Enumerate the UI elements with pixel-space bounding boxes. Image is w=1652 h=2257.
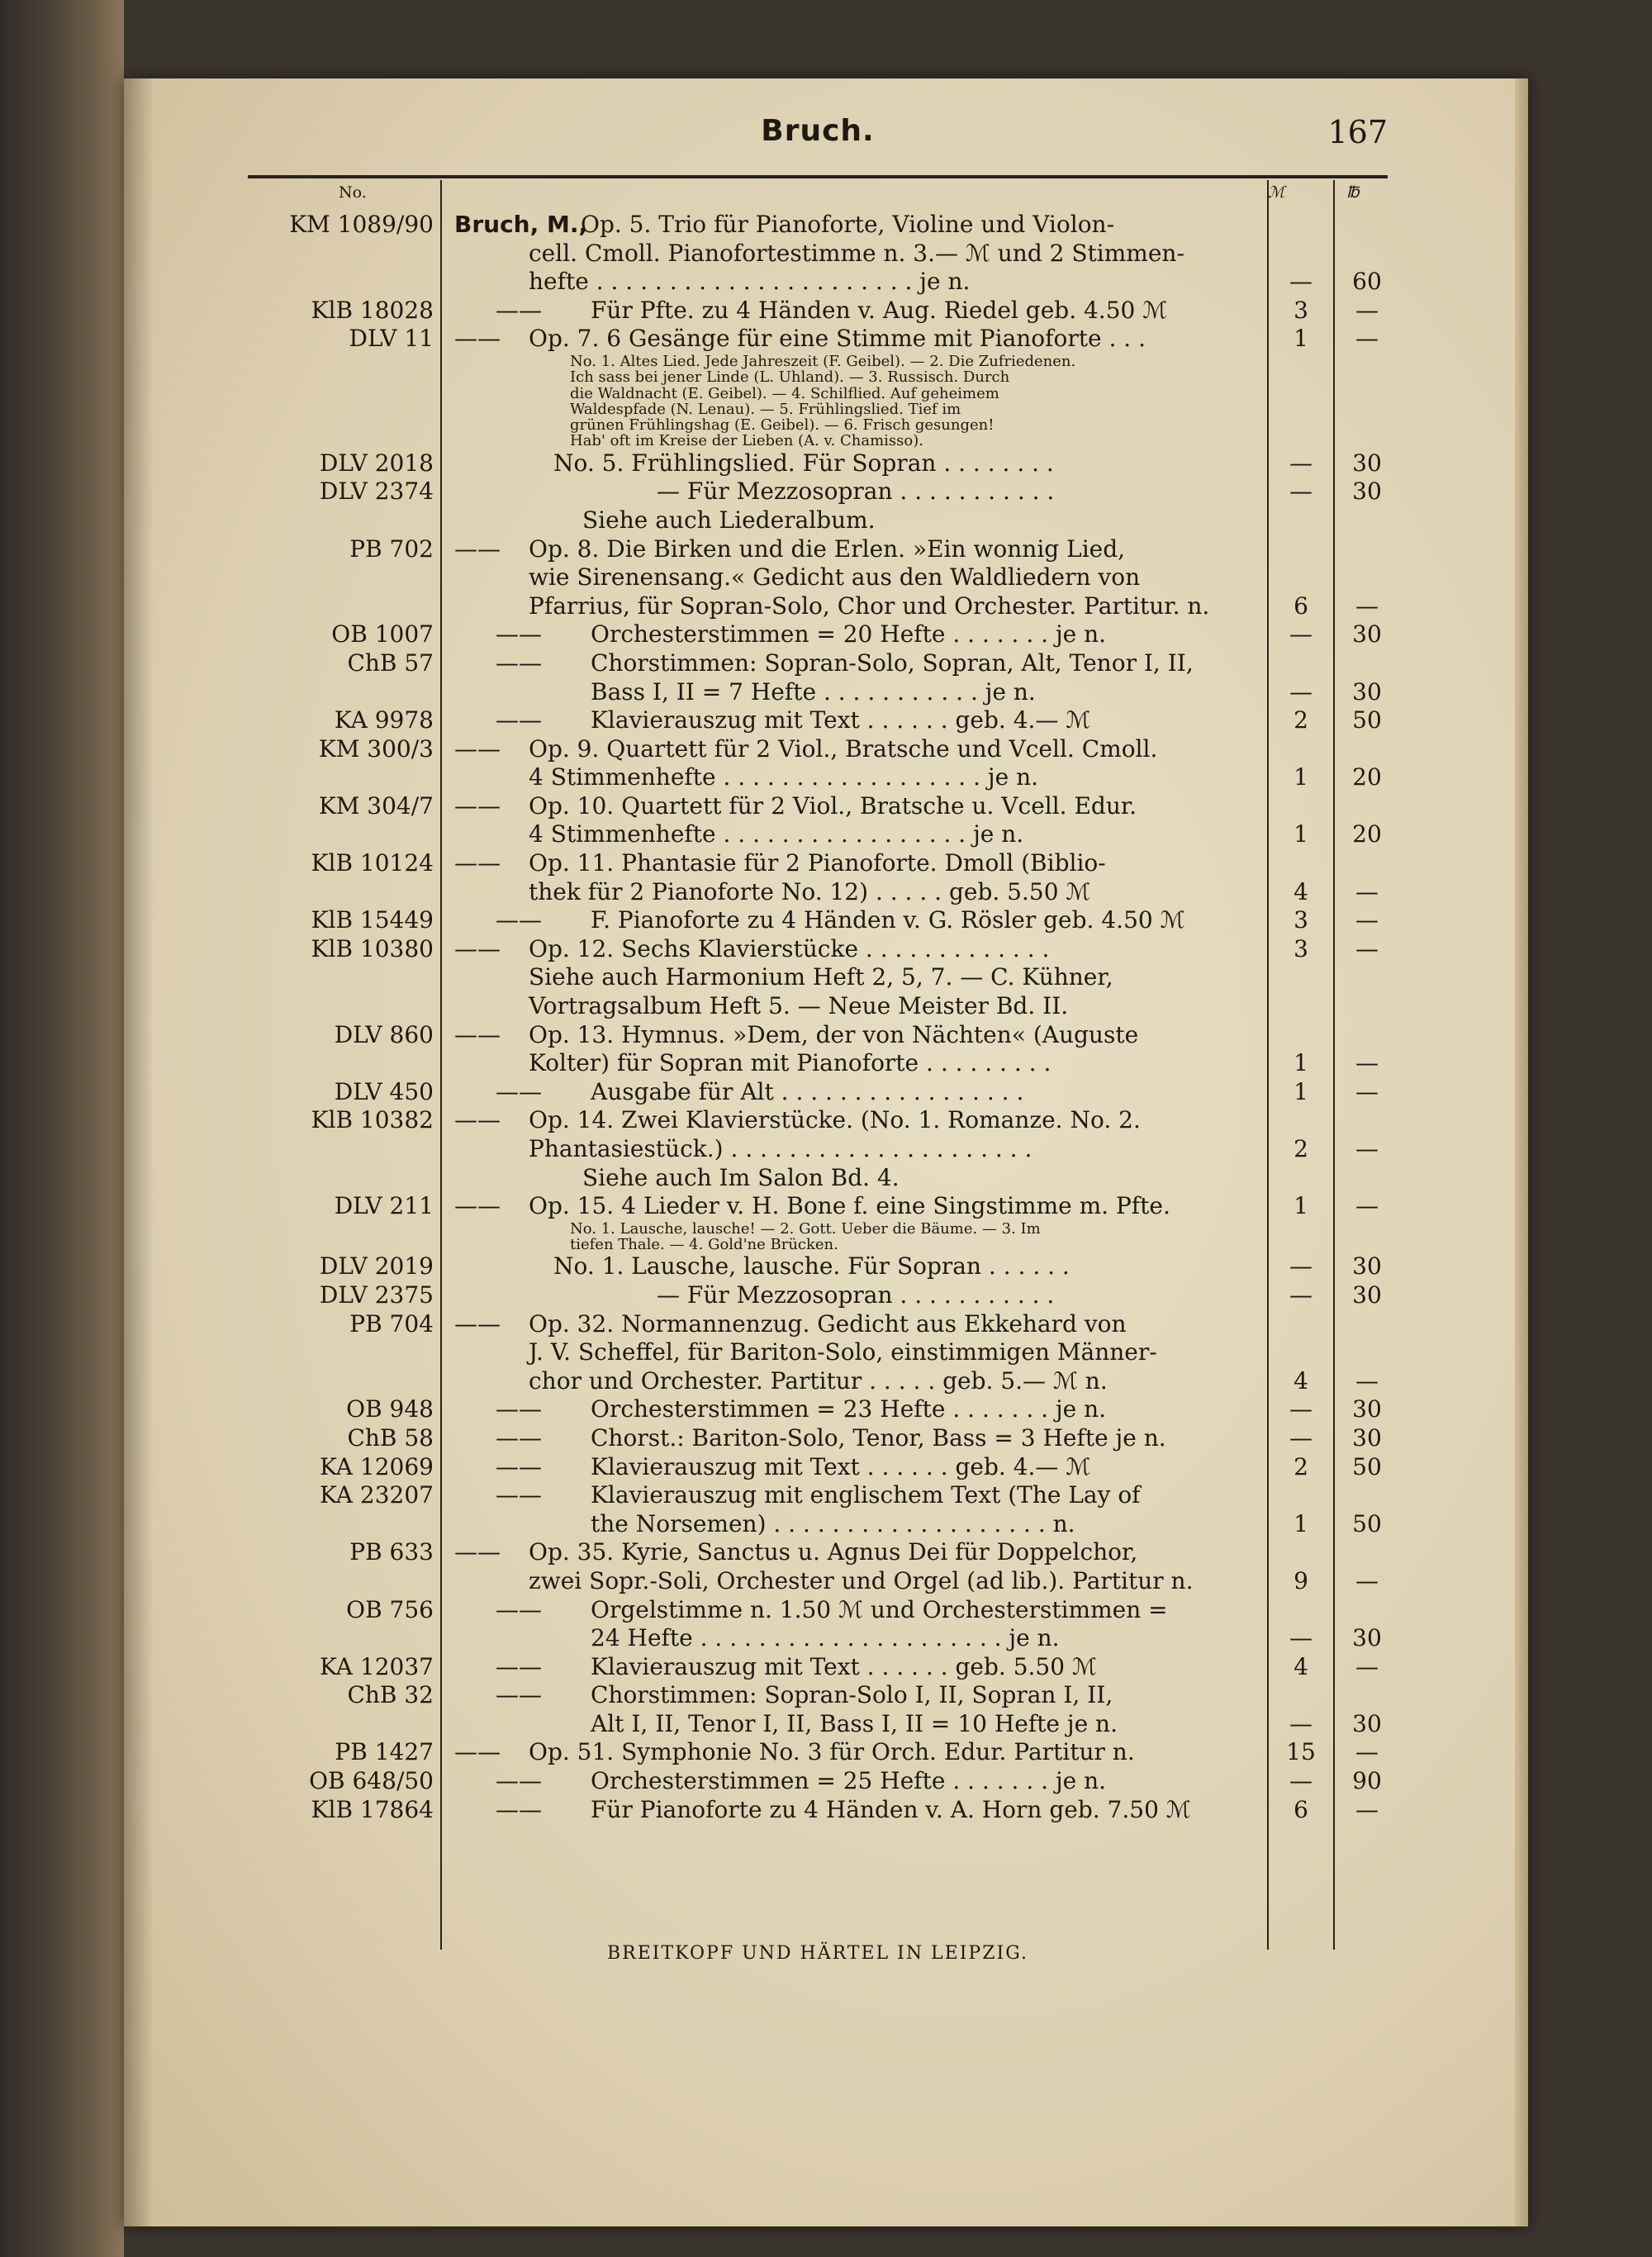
entry-text: Klavierauszug mit englischem Text (The Lay of: [591, 1481, 1141, 1509]
contents-note: Waldespfade (N. Lenau). — 5. Frühlingslied. Tief im: [570, 400, 961, 418]
catalog-row: [248, 1510, 1388, 1539]
contents-note: grünen Frühlingshag (E. Geibel). — 6. Frisch gesungen!: [570, 416, 995, 435]
ditto-dash: ——: [454, 734, 501, 763]
catalog-row: [248, 1164, 1388, 1193]
catalog-number: DLV 11: [349, 325, 434, 353]
composer-name: Bruch, M.,: [454, 211, 588, 238]
price-pfennig: 30: [1352, 478, 1382, 506]
price-mark: —: [1289, 1709, 1313, 1737]
entry-text: Phantasiestück.) . . . . . . . . . . . . . . . . . . . . .: [529, 1135, 1032, 1162]
catalog-row: [248, 906, 1388, 935]
price-pfennig: 30: [1352, 620, 1382, 649]
price-mark: —: [1289, 1252, 1313, 1281]
catalog-row: [248, 563, 1388, 592]
entry-text: chor und Orchester. Partitur . . . . . geb. 5.— ℳ n.: [529, 1366, 1108, 1395]
entry-text: — Für Mezzosopran . . . . . . . . . . .: [657, 1281, 1055, 1309]
entry-text: Op. 13. Hymnus. »Dem, der von Nächten« (Auguste: [529, 1020, 1139, 1048]
catalog-row: [248, 478, 1388, 506]
entry-text: Op. 8. Die Birken und die Erlen. »Ein wonnig Lied,: [529, 535, 1126, 563]
ditto-dash: ——: [496, 906, 542, 934]
catalog-number: PB 633: [349, 1538, 434, 1566]
price-mark: 1: [1294, 325, 1308, 353]
price-mark: —: [1289, 1624, 1313, 1652]
price-pfennig: —: [1355, 934, 1379, 962]
page-number: 167: [1327, 114, 1388, 150]
price-pfennig: 30: [1352, 1624, 1382, 1652]
catalog-row: [248, 354, 1388, 369]
column-header-no: No.: [339, 183, 367, 202]
entry-text: Orchesterstimmen = 25 Hefte . . . . . . . je n.: [591, 1767, 1107, 1795]
entry-text: Op. 51. Symphonie No. 3 für Orch. Edur. Partitur n.: [529, 1738, 1135, 1766]
header-rule: [248, 175, 1388, 178]
ditto-dash: ——: [496, 706, 542, 734]
catalog-row: [248, 1538, 1388, 1567]
catalog-row: [248, 433, 1388, 449]
gutter-shadow: [124, 78, 154, 2226]
contents-note: Hab' oft im Kreise der Lieben (A. v. Chamisso).: [570, 432, 923, 450]
ditto-dash: ——: [454, 1738, 501, 1766]
price-pfennig: 50: [1352, 706, 1382, 734]
catalog-row: [248, 417, 1388, 433]
entry-text: wie Sirenensang.« Gedicht aus den Waldliedern von: [529, 563, 1141, 592]
catalog-number: KlB 18028: [311, 296, 434, 324]
ditto-dash: ——: [496, 1652, 542, 1680]
price-pfennig: 30: [1352, 1395, 1382, 1423]
catalog-row: [248, 592, 1388, 621]
catalog-number: KM 1089/90: [289, 211, 434, 238]
entry-text: Orgelstimme n. 1.50 ℳ und Orchesterstimmen =: [591, 1595, 1168, 1623]
entry-text: Op. 11. Phantasie für 2 Pianoforte. Dmoll (Biblio-: [529, 849, 1106, 877]
entry-text: zwei Sopr.-Soli, Orchester und Orgel (ad lib.). Partitur n.: [529, 1566, 1194, 1594]
entry-text: Bass I, II = 7 Hefte . . . . . . . . . . . je n.: [591, 677, 1036, 706]
price-pfennig: 30: [1352, 449, 1382, 477]
catalog-row: [248, 1710, 1388, 1739]
catalog-number: KlB 10382: [311, 1106, 434, 1134]
entry-text: Ausgabe für Alt . . . . . . . . . . . . . . . . .: [591, 1077, 1024, 1105]
catalog-number: ChB 58: [347, 1423, 434, 1452]
catalog-row: [248, 706, 1388, 735]
entry-text: Siehe auch Harmonium Heft 2, 5, 7. — C. Kühner,: [529, 963, 1113, 991]
entry-text: Op. 5. Trio für Pianoforte, Violine und Violon-: [581, 211, 1115, 238]
catalog-row: [248, 1021, 1388, 1050]
ditto-dash: ——: [496, 1077, 542, 1105]
price-pfennig: 30: [1352, 1709, 1382, 1737]
price-pfennig: —: [1355, 1795, 1379, 1823]
catalog-row: [248, 1395, 1388, 1424]
entry-text: Op. 15. 4 Lieder v. H. Bone f. eine Singstimme m. Pfte.: [529, 1192, 1170, 1220]
catalog-number: DLV 2018: [319, 449, 434, 477]
page-edge: [1515, 78, 1528, 2226]
catalog-number: KA 12069: [320, 1452, 434, 1480]
price-pfennig: —: [1355, 1049, 1379, 1077]
price-pfennig: —: [1355, 1566, 1379, 1594]
price-pfennig: 30: [1352, 677, 1382, 706]
catalog-row: [248, 992, 1388, 1021]
price-mark: 3: [1294, 906, 1308, 934]
entry-text: Alt I, II, Tenor I, II, Bass I, II = 10 Hefte je n.: [591, 1709, 1118, 1737]
price-mark: —: [1289, 449, 1313, 477]
entry-text: Op. 10. Quartett für 2 Viol., Bratsche u. Vcell. Edur.: [529, 791, 1137, 820]
catalog-row: [248, 963, 1388, 992]
catalog-row: [248, 1237, 1388, 1252]
ditto-dash: ——: [496, 1452, 542, 1480]
price-pfennig: 50: [1352, 1452, 1382, 1480]
catalog-row: [248, 1481, 1388, 1510]
price-pfennig: —: [1355, 1652, 1379, 1680]
catalog-row: [248, 735, 1388, 764]
price-pfennig: 30: [1352, 1281, 1382, 1309]
entry-text: 4 Stimmenhefte . . . . . . . . . . . . . . . . . . je n.: [529, 763, 1038, 791]
price-pfennig: 20: [1352, 820, 1382, 848]
entry-text: F. Pianoforte zu 4 Händen v. G. Rösler geb. 4.50 ℳ: [591, 906, 1185, 934]
contents-note: No. 1. Lausche, lausche! — 2. Gott. Ueber die Bäume. — 3. Im: [570, 1219, 1041, 1238]
price-mark: —: [1289, 620, 1313, 649]
catalog-number: DLV 2019: [319, 1252, 434, 1281]
entry-text: Für Pfte. zu 4 Händen v. Aug. Riedel geb. 4.50 ℳ: [591, 296, 1168, 324]
price-mark: 1: [1294, 1077, 1308, 1105]
ditto-dash: ——: [496, 1395, 542, 1423]
contents-note: Ich sass bei jener Linde (L. Uhland). — 3. Russisch. Durch: [570, 368, 1010, 387]
catalog-number: DLV 211: [334, 1192, 434, 1220]
entry-text: Op. 35. Kyrie, Sanctus u. Agnus Dei für Doppelchor,: [529, 1538, 1138, 1566]
column-header-pf: ℔: [1346, 183, 1360, 202]
ditto-dash: ——: [496, 620, 542, 649]
entry-text: Kolter) für Sopran mit Pianoforte . . . . . . . . .: [529, 1049, 1051, 1077]
ditto-dash: ——: [496, 1595, 542, 1623]
catalog-row: [248, 297, 1388, 325]
price-mark: 1: [1294, 1509, 1308, 1537]
catalog-row: [248, 678, 1388, 707]
catalog-row: [248, 506, 1388, 535]
price-mark: 4: [1294, 1366, 1308, 1395]
publisher-footer: BREITKOPF UND HÄRTEL IN LEIPZIG.: [607, 1943, 1028, 1964]
entry-text: Orchesterstimmen = 20 Hefte . . . . . . . je n.: [591, 620, 1107, 649]
price-mark: —: [1289, 677, 1313, 706]
ditto-dash: ——: [496, 1767, 542, 1795]
catalog-row: [248, 386, 1388, 402]
entry-text: 4 Stimmenhefte . . . . . . . . . . . . . . . . . je n.: [529, 820, 1024, 848]
catalog-row: [248, 1221, 1388, 1237]
entry-text: J. V. Scheffel, für Bariton-Solo, einstimmigen Männer-: [529, 1338, 1157, 1366]
price-pfennig: 30: [1352, 1423, 1382, 1452]
catalog-row: [248, 649, 1388, 678]
book-binding: [0, 0, 124, 2257]
catalog-row: [248, 1681, 1388, 1710]
entry-text: Klavierauszug mit Text . . . . . . geb. 4.— ℳ: [591, 706, 1091, 734]
ditto-dash: ——: [496, 1481, 542, 1509]
catalog-row: [248, 935, 1388, 964]
price-mark: 3: [1294, 296, 1308, 324]
entry-text: Für Pianoforte zu 4 Händen v. A. Horn geb. 7.50 ℳ: [591, 1795, 1191, 1823]
ditto-dash: ——: [496, 1681, 542, 1709]
price-mark: 2: [1294, 1452, 1308, 1480]
catalog-row: [248, 1252, 1388, 1281]
price-pfennig: —: [1355, 325, 1379, 353]
catalog-number: DLV 2375: [319, 1281, 434, 1309]
catalog-row: [248, 1049, 1388, 1078]
entry-text: Chorst.: Bariton-Solo, Tenor, Bass = 3 Hefte je n.: [591, 1423, 1166, 1452]
price-mark: 1: [1294, 1192, 1308, 1220]
entry-text: Op. 32. Normannenzug. Gedicht aus Ekkehard von: [529, 1309, 1127, 1338]
price-mark: —: [1289, 268, 1313, 296]
contents-note: die Waldnacht (E. Geibel). — 4. Schilflied. Auf geheimem: [570, 384, 999, 402]
catalog-number: KlB 10380: [311, 934, 434, 962]
catalog-number: DLV 860: [334, 1020, 434, 1048]
catalog-number: DLV 450: [334, 1077, 434, 1105]
catalog-row: [248, 1135, 1388, 1164]
price-mark: 1: [1294, 820, 1308, 848]
entry-text: hefte . . . . . . . . . . . . . . . . . . . . . . je n.: [529, 268, 971, 296]
column-header-mark: ℳ: [1268, 183, 1285, 202]
entry-text: Klavierauszug mit Text . . . . . . geb. 5.50 ℳ: [591, 1652, 1097, 1680]
page-title: Bruch.: [761, 114, 875, 148]
catalog-row: [248, 325, 1388, 354]
ditto-dash: ——: [454, 1106, 501, 1134]
catalog-number: KM 304/7: [318, 791, 434, 820]
price-pfennig: 20: [1352, 763, 1382, 791]
catalog-number: PB 1427: [335, 1738, 434, 1766]
price-mark: —: [1289, 1423, 1313, 1452]
catalog-row: [248, 449, 1388, 478]
ditto-dash: ——: [454, 934, 501, 962]
catalog-row: [248, 1281, 1388, 1310]
catalog-number: OB 756: [346, 1595, 434, 1623]
entry-text: Siehe auch Im Salon Bd. 4.: [582, 1163, 900, 1191]
catalog-row: [248, 1078, 1388, 1107]
price-pfennig: —: [1355, 592, 1379, 620]
entry-text: Op. 9. Quartett für 2 Viol., Bratsche und Vcell. Cmoll.: [529, 734, 1158, 763]
catalog-row: [248, 1310, 1388, 1339]
price-mark: 3: [1294, 934, 1308, 962]
ditto-dash: ——: [454, 849, 501, 877]
catalog-number: DLV 2374: [319, 478, 434, 506]
running-head: [248, 114, 1388, 172]
entry-text: Op. 7. 6 Gesänge für eine Stimme mit Pianoforte . . .: [529, 325, 1146, 353]
ditto-dash: ——: [454, 1538, 501, 1566]
catalog-row: [248, 1596, 1388, 1625]
price-mark: 15: [1286, 1738, 1316, 1766]
catalog-number: PB 704: [349, 1309, 434, 1338]
price-pfennig: 90: [1352, 1767, 1382, 1795]
catalog-row: [248, 402, 1388, 417]
ditto-dash: ——: [454, 1020, 501, 1048]
catalog-row: [248, 1738, 1388, 1767]
catalog-number: KA 12037: [320, 1652, 434, 1680]
column-header-row: [248, 183, 1388, 211]
price-pfennig: 30: [1352, 1252, 1382, 1281]
ditto-dash: ——: [454, 791, 501, 820]
catalog-row: [248, 1796, 1388, 1825]
catalog-row: [248, 535, 1388, 564]
catalog-row: [248, 763, 1388, 792]
catalog-number: KlB 10124: [311, 849, 434, 877]
ditto-dash: ——: [496, 649, 542, 677]
catalog-number: KlB 17864: [311, 1795, 434, 1823]
entry-text: thek für 2 Pianoforte No. 12) . . . . . geb. 5.50 ℳ: [529, 877, 1091, 905]
entry-text: Siehe auch Liederalbum.: [582, 506, 876, 534]
price-pfennig: 60: [1352, 268, 1382, 296]
catalog-number: OB 1007: [331, 620, 434, 649]
ditto-dash: ——: [454, 1309, 501, 1338]
contents-note: tiefen Thale. — 4. Gold'ne Brücken.: [570, 1236, 838, 1254]
entry-text: Vortragsalbum Heft 5. — Neue Meister Bd. II.: [529, 992, 1069, 1020]
entry-text: Pfarrius, für Sopran-Solo, Chor und Orchester. Partitur. n.: [529, 592, 1210, 620]
catalog-row: [248, 1453, 1388, 1482]
ditto-dash: ——: [496, 1423, 542, 1452]
entry-text: Op. 14. Zwei Klavierstücke. (No. 1. Romanze. No. 2.: [529, 1106, 1141, 1134]
price-mark: 1: [1294, 1049, 1308, 1077]
catalog-row: [248, 1624, 1388, 1653]
price-mark: 1: [1294, 763, 1308, 791]
catalog-number: PB 702: [349, 535, 434, 563]
catalog-row: [248, 1367, 1388, 1396]
catalog-row: [248, 1106, 1388, 1135]
ditto-dash: ——: [454, 325, 501, 353]
entry-text: 24 Hefte . . . . . . . . . . . . . . . . . . . . . je n.: [591, 1624, 1060, 1652]
price-pfennig: —: [1355, 1738, 1379, 1766]
catalog-row: [248, 820, 1388, 849]
catalog-row: [248, 1767, 1388, 1796]
catalog-number: KA 9978: [334, 706, 434, 734]
catalog-number: KM 300/3: [318, 734, 434, 763]
price-mark: 2: [1294, 1135, 1308, 1162]
ditto-dash: ——: [496, 1795, 542, 1823]
catalog-row: [248, 268, 1388, 297]
ditto-dash: ——: [454, 1192, 501, 1220]
ditto-dash: ——: [496, 296, 542, 324]
price-pfennig: —: [1355, 1366, 1379, 1395]
price-mark: —: [1289, 478, 1313, 506]
entry-text: — Für Mezzosopran . . . . . . . . . . .: [657, 478, 1055, 506]
contents-note: No. 1. Altes Lied. Jede Jahreszeit (F. Geibel). — 2. Die Zufriedenen.: [570, 352, 1076, 370]
price-mark: —: [1289, 1395, 1313, 1423]
entry-text: Orchesterstimmen = 23 Hefte . . . . . . . je n.: [591, 1395, 1107, 1423]
price-pfennig: —: [1355, 1135, 1379, 1162]
price-pfennig: 50: [1352, 1509, 1382, 1537]
catalog-row: [248, 369, 1388, 385]
price-mark: 4: [1294, 877, 1308, 905]
entry-text: Chorstimmen: Sopran-Solo, Sopran, Alt, Tenor I, II,: [591, 649, 1194, 677]
catalog-number: KA 23207: [320, 1481, 434, 1509]
price-mark: 2: [1294, 706, 1308, 734]
catalog-row: [248, 878, 1388, 907]
catalog-row: [248, 1338, 1388, 1367]
price-pfennig: —: [1355, 877, 1379, 905]
price-mark: 4: [1294, 1652, 1308, 1680]
price-pfennig: —: [1355, 296, 1379, 324]
entry-text: Chorstimmen: Sopran-Solo I, II, Sopran I, II,: [591, 1681, 1113, 1709]
entry-text: No. 1. Lausche, lausche. Für Sopran . . . . . .: [553, 1252, 1070, 1281]
catalog-row: [248, 1567, 1388, 1596]
catalog-row: [248, 792, 1388, 821]
price-mark: —: [1289, 1767, 1313, 1795]
catalog-number: OB 948: [346, 1395, 434, 1423]
price-mark: 6: [1294, 1795, 1308, 1823]
entry-text: Klavierauszug mit Text . . . . . . geb. 4.— ℳ: [591, 1452, 1091, 1480]
catalog-number: ChB 32: [347, 1681, 434, 1709]
price-mark: 9: [1294, 1566, 1308, 1594]
catalog-row: [248, 1192, 1388, 1221]
catalog-row: [248, 240, 1388, 268]
catalog-row: [248, 849, 1388, 878]
price-pfennig: —: [1355, 1077, 1379, 1105]
price-pfennig: —: [1355, 1192, 1379, 1220]
price-mark: —: [1289, 1281, 1313, 1309]
entry-text: the Norsemen) . . . . . . . . . . . . . . . . . . . n.: [591, 1509, 1075, 1537]
price-mark: 6: [1294, 592, 1308, 620]
catalog-row: [248, 1424, 1388, 1453]
price-pfennig: —: [1355, 906, 1379, 934]
catalog-entries: [248, 211, 1388, 1824]
catalog-number: ChB 57: [347, 649, 434, 677]
catalog-row: [248, 211, 1388, 240]
entry-text: No. 5. Frühlingslied. Für Sopran . . . . . . . .: [553, 449, 1054, 477]
ditto-dash: ——: [454, 535, 501, 563]
entry-text: cell. Cmoll. Pianofortestimme n. 3.— ℳ und 2 Stimmen-: [529, 239, 1184, 267]
catalog-row: [248, 1653, 1388, 1682]
catalog-number: OB 648/50: [309, 1767, 434, 1795]
entry-text: Op. 12. Sechs Klavierstücke . . . . . . . . . . . . .: [529, 934, 1050, 962]
catalog-row: [248, 620, 1388, 649]
catalog-number: KlB 15449: [311, 906, 434, 934]
